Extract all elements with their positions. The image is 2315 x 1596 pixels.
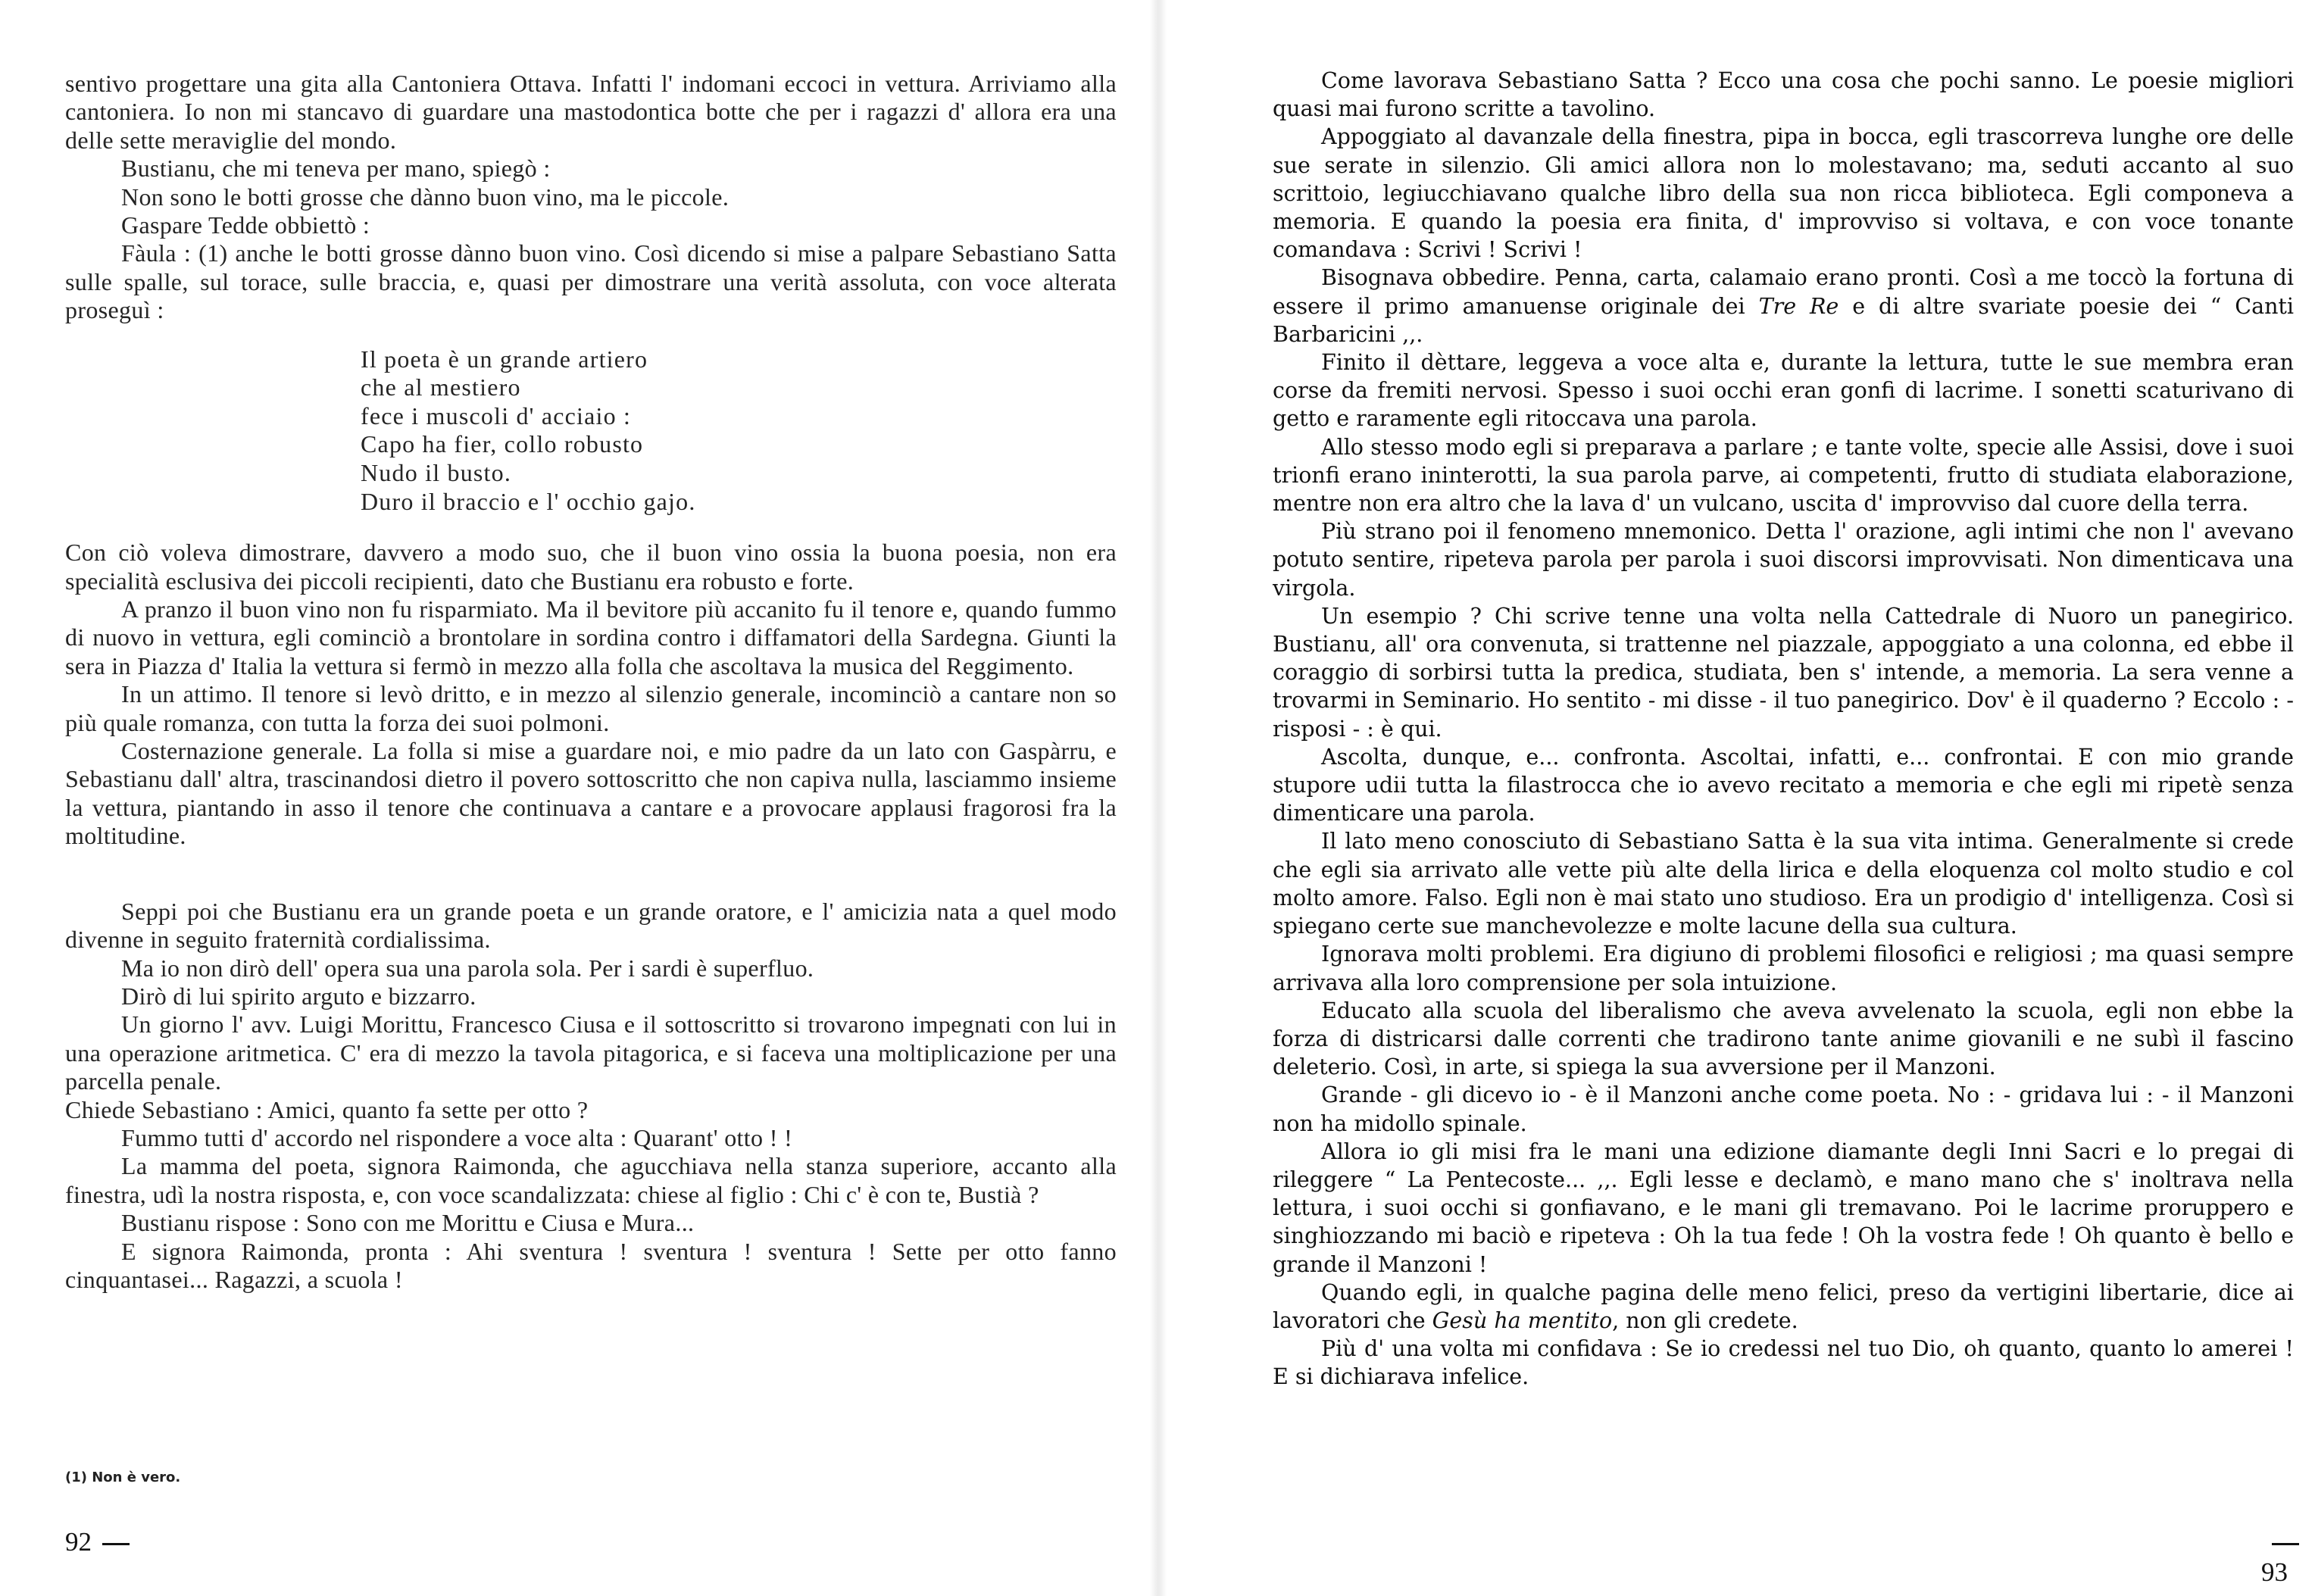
- paragraph: Più strano poi il fenomeno mnemonico. Detta l' orazione, agli intimi che non l' avevano potuto sentire, ripeteva parola per parola i suoi discorsi improvvisati. Non dimenticava una virgola.: [1273, 519, 2294, 601]
- poem-line: Capo ha fier, collo robusto: [361, 430, 644, 458]
- footnote: (1) Non è vero.: [65, 1470, 181, 1485]
- paragraph: Educato alla scuola del liberalismo che aveva avvelenato la scuola, egli non ebbe la forza di districarsi dalle correnti che tradirono tante anime giovanili e ne subì il fascino deleterio. Così, in arte, si spiega la sua avversione per il Manzoni.: [1273, 998, 2294, 1080]
- italic-title: Gesù ha mentito: [1432, 1307, 1613, 1333]
- paragraph: In un attimo. Il tenore si levò dritto, e in mezzo al silenzio generale, incominciò a cantare non so più quale romanza, con tutta la forza dei suoi polmoni.: [65, 680, 1117, 736]
- folio-dash: [2272, 1543, 2299, 1545]
- paragraph: Finito il dèttare, leggeva a voce alta e, durante la lettura, tutte le sue membra eran corse da fremiti nervosi. Spesso i suoi occhi eran gonfi di lacrime. I sonetti scaturivano di getto e raramente egli ritoccava una parola.: [1273, 350, 2294, 432]
- paragraph-text: e di altre svariate poesie dei “ Canti Barbaricini ,,.: [1273, 293, 2294, 347]
- right-page: [1158, 0, 2315, 1596]
- paragraph: Allora io gli misi fra le mani una edizione diamante degli Inni Sacri e lo pregai di rileggere “ La Pentecoste... ,,. Egli lesse e declamò, e mano mano che s' inoltrava nella lettura, i suoi occhi si gonfiavano, e le mani gli tremavano. Poi le lacrime proruppero e singhiozzando mi baciò e ripeteva : Oh la tua fede ! Oh la vostra fede ! Oh quanto è bello e grande il Manzoni !: [1273, 1138, 2294, 1277]
- left-page-body: [65, 70, 1117, 1294]
- poem-line: Il poeta è un grande artiero: [361, 345, 648, 373]
- paragraph: Dirò di lui spirito arguto e bizzarro.: [121, 982, 476, 1010]
- folio-dash: [102, 1543, 130, 1545]
- page-number-right: [2261, 1527, 2315, 1588]
- paragraph: Più d' una volta mi confidava : Se io credessi nel tuo Dio, oh quanto, quanto lo amerei ! E si dichiarava infelice.: [1273, 1336, 2294, 1390]
- left-paragraphs-top: [65, 70, 1117, 325]
- paragraph: Grande - gli dicevo io - è il Manzoni anche come poeta. No : - gridava lui : - il Manzoni non ha midollo spinale.: [1273, 1082, 2294, 1136]
- paragraph: Non sono le botti grosse che dànno buon vino, ma le piccole.: [121, 183, 729, 211]
- paragraph: Appoggiato al davanzale della finestra, pipa in bocca, egli trascorreva lunghe ore delle sue serate in silenzio. Gli amici allora non lo molestavano; ma, seduti accanto al suo scrittoio, legiucchiavano qualche libro della sua non ricca biblioteca. Egli componeva a memoria. E quando la poesia era finita, d' improvviso si voltava, e con voce tonante comandava : Scrivi ! Scrivi !: [1273, 124, 2294, 263]
- paragraph: Fummo tutti d' accordo nel rispondere a voce alta : Quarant' otto ! !: [121, 1123, 793, 1151]
- poem-line: fece i muscoli d' acciaio :: [361, 401, 632, 429]
- paragraph: [1273, 1279, 2294, 1335]
- paragraph: Ignorava molti problemi. Era digiuno di problemi filosofici e religiosi ; ma quasi sempre arrivava alla loro comprensione per sola intuizione.: [1273, 942, 2294, 995]
- poem-line: che al mestiero: [361, 373, 521, 401]
- left-paragraphs-bottom: [65, 898, 1117, 1295]
- paragraph: Un giorno l' avv. Luigi Morittu, Francesco Ciusa e il sottoscritto si trovarono impegnati con lui in una operazione aritmetica. C' era di mezzo la tavola pitagorica, e si faceva una moltiplicazione per una parcella penale.: [65, 1010, 1117, 1095]
- paragraph: Bustianu rispose : Sono con me Morittu e Ciusa e Mura...: [121, 1209, 695, 1237]
- paragraph: Chiede Sebastiano : Amici, quanto fa sette per otto ?: [65, 1095, 589, 1123]
- page-number-right-value: 93: [2261, 1557, 2288, 1587]
- poem-line: Nudo il busto.: [361, 459, 512, 487]
- paragraph-text: , non gli credete.: [1612, 1307, 1798, 1333]
- poem-line: Duro il braccio e l' occhio gajo.: [361, 487, 696, 515]
- paragraph-text: Bisognava obbedire. Penna, carta, calamaio erano pronti. Così a me toccò la fortuna di essere il primo amanuense originale dei: [1273, 265, 2294, 319]
- paragraph: Bustianu, che mi teneva per mano, spiegò :: [121, 155, 551, 183]
- paragraph: Come lavorava Sebastiano Satta ? Ecco una cosa che pochi sanno. Le poesie migliori quasi mai furono scritte a tavolino.: [1273, 68, 2294, 122]
- paragraph: [1273, 264, 2294, 348]
- paragraph: Il lato meno conosciuto di Sebastiano Satta è la sua vita intima. Generalmente si crede che egli sia arrivato alle vette più alte della lirica e della eloquenza col molto studio e col molto amore. Falso. Egli non è mai stato uno studioso. Era un prodigio d' intelligenza. Così si spiegano certe sue manchevolezze e molte lacune della sua cultura.: [1273, 829, 2294, 939]
- italic-title: Tre Re: [1758, 293, 1839, 319]
- paragraph: Fàula : (1) anche le botti grosse dànno buon vino. Così dicendo si mise a palpare Sebastiano Satta sulle spalle, sul torace, sulle braccia, e, quasi per dimostrare una verità assoluta, con voce alterata proseguì :: [65, 239, 1117, 324]
- paragraph-text: Quando egli, in qualche pagina delle meno felici, preso da vertigini libertarie, dice ai lavoratori che: [1273, 1279, 2294, 1333]
- poem: [361, 345, 1117, 517]
- paragraph: Costernazione generale. La folla si mise a guardare noi, e mio padre da un lato con Gaspàrru, e Sebastianu dall' altra, trascinandosi dietro il povero sottoscritto che non capiva nulla, lasciammo insieme la vettura, piantando in asso il tenore che continuava a cantare e a provocare applausi fragorosi fra la moltitudine.: [65, 737, 1117, 850]
- paragraph: Ma io non dirò dell' opera sua una parola sola. Per i sardi è superfluo.: [121, 954, 814, 982]
- paragraph: La mamma del poeta, signora Raimonda, che agucchiava nella stanza superiore, accanto alla finestra, udì la nostra risposta, e, con voce scandalizzata: chiese al figlio : Chi c' è con te, Bustià ?: [65, 1152, 1117, 1208]
- left-paragraphs-middle: [65, 539, 1117, 850]
- paragraph: Allo stesso modo egli si preparava a parlare ; e tante volte, specie alle Assisi, dove i suoi trionfi erano ininterotti, la sua parola parve, ai competenti, frutto di studiata elaborazione, mentre non era altro che la lava d' un vulcano, uscita d' improvviso dal cuore della terra.: [1273, 434, 2294, 517]
- paragraph: Un esempio ? Chi scrive tenne una volta nella Cattedrale di Nuoro un panegirico. Bustianu, all' ora convenuta, si trattenne nel piazzale, appoggiato a una colonna, ed ebbe il coraggio di sorbirsi tutta la predica, studiata, ben s' intende, a memoria. La sera venne a trovarmi in Seminario. Ho sentito - mi disse - il tuo panegirico. Dov' è il quaderno ? Eccolo : - risposi - : è qui.: [1273, 603, 2294, 742]
- paragraph: E signora Raimonda, pronta : Ahi sventura ! sventura ! sventura ! Sette per otto fanno cinquantasei... Ragazzi, a scuola !: [65, 1237, 1117, 1293]
- page-number-left: [65, 1527, 140, 1557]
- paragraph: Gaspare Tedde obbiettò :: [121, 211, 370, 239]
- paragraph: Ascolta, dunque, e... confronta. Ascoltai, infatti, e... confrontai. E con mio grande stupore udii tutta la filastrocca che io avevo recitato a memoria e che egli mi ripetè senza dimenticare una parola.: [1273, 744, 2294, 826]
- page-number-left-value: 92: [65, 1527, 92, 1557]
- paragraph: Con ciò voleva dimostrare, davvero a modo suo, che il buon vino ossia la buona poesia, non era specialità esclusiva dei piccoli recipienti, dato che Bustianu era robusto e forte.: [65, 539, 1117, 595]
- paragraph: A pranzo il buon vino non fu risparmiato. Ma il bevitore più accanito fu il tenore e, quando fummo di nuovo in vettura, egli cominciò a brontolare in sordina contro i diffamatori della Sardegna. Giunti la sera in Piazza d' Italia la vettura si fermò in mezzo alla folla che ascoltava la musica del Reggimento.: [65, 595, 1117, 679]
- section-break: [65, 851, 1117, 898]
- paragraph: Seppi poi che Bustianu era un grande poeta e un grande oratore, e l' amicizia nata a quel modo divenne in seguito fraternità cordialissima.: [65, 897, 1117, 954]
- right-page-body: [1273, 67, 2294, 1391]
- paragraph: sentivo progettare una gita alla Cantoniera Ottava. Infatti l' indomani eccoci in vettura. Arriviamo alla cantoniera. Io non mi stancavo di guardare una mastodontica botte che per i ragazzi d' allora era una delle sette meraviglie del mondo.: [65, 70, 1117, 154]
